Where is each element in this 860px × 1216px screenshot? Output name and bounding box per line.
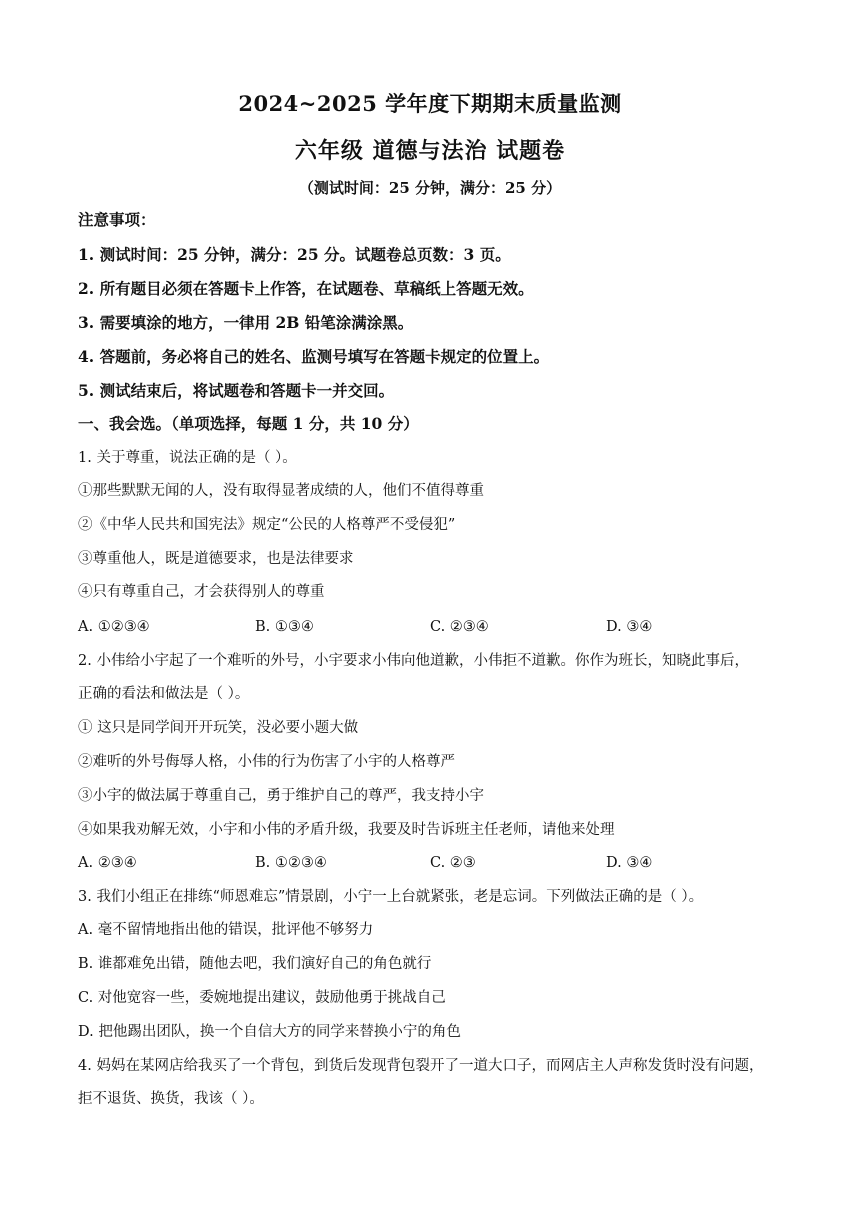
note-item: 1. 测试时间：25 分钟，满分：25 分。试题卷总页数：3 页。 [78, 245, 511, 264]
answer-option: C. ②③ [430, 855, 476, 871]
answer-option: B. ①③④ [255, 619, 314, 635]
note-item: 2. 所有题目必须在答题卡上作答，在试题卷、草稿纸上答题无效。 [78, 279, 534, 298]
answer-option: D. ③④ [606, 855, 653, 871]
note-item: 3. 需要填涂的地方，一律用 2B 铅笔涂满涂黑。 [78, 313, 414, 332]
question-stem: 拒不退货、换货，我该（ ）。 [78, 1091, 264, 1107]
note-item: 5. 测试结束后，将试题卷和答题卡一并交回。 [78, 381, 395, 400]
question-statement: ① 这只是同学间开开玩笑，没必要小题大做 [78, 720, 359, 736]
answer-option: D. ③④ [606, 619, 653, 635]
question-stem: 1. 关于尊重，说法正确的是（ ）。 [78, 450, 297, 466]
exam-title: 2024~2025 学年度下期期末质量监测 [238, 91, 622, 116]
question-statement: ③尊重他人，既是道德要求，也是法律要求 [78, 551, 354, 567]
answer-option: C. ②③④ [430, 619, 489, 635]
question-statement: ③小宇的做法属于尊重自己，勇于维护自己的尊严，我支持小宇 [78, 788, 484, 804]
answer-option: C. 对他宽容一些，委婉地提出建议，鼓励他勇于挑战自己 [78, 990, 446, 1006]
question-stem: 2. 小伟给小宇起了一个难听的外号，小宇要求小伟向他道歉，小伟拒不道歉。你作为班长，知晓此事后， [78, 653, 749, 669]
answer-option: D. 把他踢出团队，换一个自信大方的同学来替换小宁的角色 [78, 1024, 461, 1040]
question-stem: 正确的看法和做法是（ ）。 [78, 686, 250, 702]
section-heading: 一、我会选。（单项选择，每题 1 分，共 10 分） [78, 414, 419, 433]
answer-option: A. 毫不留情地指出他的错误，批评他不够努力 [78, 922, 374, 938]
question-statement: ②难听的外号侮辱人格，小伟的行为伤害了小宇的人格尊严 [78, 754, 455, 770]
exam-time-note: （测试时间：25 分钟，满分：25 分） [298, 179, 562, 197]
note-item: 4. 答题前，务必将自己的姓名、监测号填写在答题卡规定的位置上。 [78, 347, 550, 366]
question-statement: ②《中华人民共和国宪法》规定“公民的人格尊严不受侵犯” [78, 517, 456, 533]
answer-option: B. ①②③④ [255, 855, 327, 871]
answer-option: A. ②③④ [78, 855, 137, 871]
question-statement: ④只有尊重自己，才会获得别人的尊重 [78, 584, 325, 600]
answer-option: B. 谁都难免出错，随他去吧，我们演好自己的角色就行 [78, 956, 432, 972]
question-stem: 3. 我们小组正在排练“师恩难忘”情景剧，小宁一上台就紧张，老是忘词。下列做法正确的是（ ）。 [78, 889, 704, 905]
question-statement: ①那些默默无闻的人，没有取得显著成绩的人，他们不值得尊重 [78, 483, 484, 499]
notes-heading: 注意事项： [78, 210, 156, 229]
question-statement: ④如果我劝解无效，小宇和小伟的矛盾升级，我要及时告诉班主任老师，请他来处理 [78, 822, 615, 838]
question-stem: 4. 妈妈在某网店给我买了一个背包，到货后发现背包裂开了一道大口子，而网店主人声称发货时没有问题， [78, 1058, 764, 1074]
exam-subject-title: 六年级 道德与法治 试题卷 [294, 138, 566, 164]
answer-option: A. ①②③④ [78, 619, 150, 635]
